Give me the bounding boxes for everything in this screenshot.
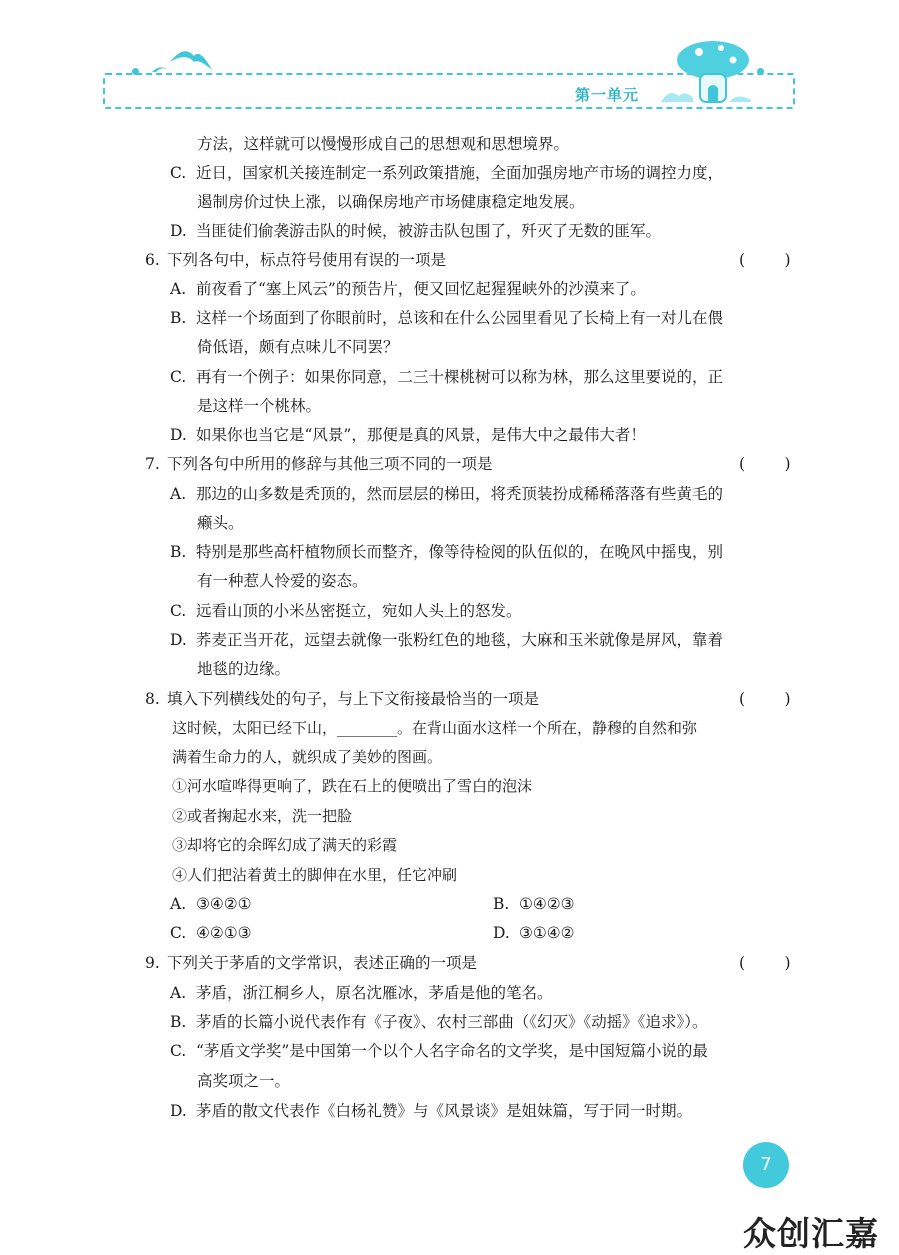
option-text: “茅盾文学奖”是中国第一个以个人名字命名的文学奖，是中国短篇小说的最 xyxy=(196,1042,708,1060)
option-letter: C. xyxy=(170,924,187,942)
option-text: 当匪徒们偷袭游击队的时候，被游击队包围了，歼灭了无数的匪军。 xyxy=(196,222,662,240)
page-number: 7 xyxy=(743,1142,789,1188)
q7-option-b xyxy=(170,541,723,563)
q7-option-d xyxy=(170,629,723,651)
option-letter: A. xyxy=(170,984,187,1002)
option-text: ③①④② xyxy=(519,924,575,942)
option-letter: B. xyxy=(170,543,187,561)
q8-item-1: ①河水喧哗得更响了，跌在石上的便喷出了雪白的泡沫 xyxy=(172,777,533,795)
q7-answer-blank: ( ) xyxy=(739,455,791,473)
q7-option-b-line2: 有一种惹人怜爱的姿态。 xyxy=(197,572,368,590)
option-text: 如果你也当它是“风景”，那便是真的风景，是伟大中之最伟大者！ xyxy=(196,426,646,444)
q5-option-d xyxy=(170,220,661,242)
question-text: 下列各句中，标点符号使用有误的一项是 xyxy=(167,251,447,269)
q8-item-3: ③却将它的余晖幻成了满天的彩霞 xyxy=(172,836,398,854)
option-letter: C. xyxy=(170,602,187,620)
option-letter: B. xyxy=(170,1013,187,1031)
q9-answer-blank: ( ) xyxy=(739,954,791,972)
q8-option-c xyxy=(170,922,252,944)
option-letter: D. xyxy=(170,426,187,444)
option-text: 远看山顶的小米丛密挺立，宛如人头上的怒发。 xyxy=(196,602,522,620)
option-letter: C. xyxy=(170,368,187,386)
unit-title: 第一单元 xyxy=(575,86,640,104)
q8-option-a xyxy=(170,893,252,915)
q8-option-b xyxy=(493,893,575,915)
q6-answer-blank: ( ) xyxy=(739,251,791,269)
q7-option-c xyxy=(170,600,522,622)
option-text: 茅盾的散文代表作《白杨礼赞》与《风景谈》是姐妹篇，写于同一时期。 xyxy=(196,1102,693,1120)
question-number: 7. xyxy=(145,455,160,473)
option-text: ①④②③ xyxy=(519,895,575,913)
option-text: 茅盾，浙江桐乡人，原名沈雁冰，茅盾是他的笔名。 xyxy=(196,984,553,1002)
option-text: 再有一个例子：如果你同意，二三十棵桃树可以称为林，那么这里要说的，正 xyxy=(196,368,724,386)
q7-option-a xyxy=(170,483,723,505)
question-number: 9. xyxy=(145,954,160,972)
q6-option-b-line2: 倚低语，颇有点味儿不同罢？ xyxy=(197,338,399,356)
q8-item-2: ②或者掬起水来，洗一把脸 xyxy=(172,807,353,825)
header-dot-left xyxy=(132,68,139,75)
option-text: ④②①③ xyxy=(196,924,252,942)
option-letter: D. xyxy=(170,631,187,649)
q7-option-d-line2: 地毯的边缘。 xyxy=(197,660,291,678)
q8-item-4: ④人们把沾着黄土的脚伸在水里，任它冲刷 xyxy=(172,866,458,884)
question-number: 6. xyxy=(145,251,160,269)
q6-option-d xyxy=(170,424,646,446)
q8-answer-blank: ( ) xyxy=(739,690,791,708)
question-number: 8. xyxy=(145,690,160,708)
option-text: 那边的山多数是秃顶的，然而层层的梯田，将秃顶装扮成稀稀落落有些黄毛的 xyxy=(196,485,724,503)
option-letter: D. xyxy=(493,924,510,942)
q7-option-a-line2: 癞头。 xyxy=(197,514,244,532)
q5-b-continuation: 方法，这样就可以慢慢形成自己的思想观和思想境界。 xyxy=(197,135,570,153)
option-letter: B. xyxy=(493,895,510,913)
q6-option-a xyxy=(170,278,646,300)
q9-option-c-line2: 高奖项之一。 xyxy=(197,1072,291,1090)
question-text: 下列各句中所用的修辞与其他三项不同的一项是 xyxy=(167,455,493,473)
header-dot-right xyxy=(757,68,764,75)
q8-stem xyxy=(145,688,539,710)
q6-option-c xyxy=(170,366,723,388)
q6-option-b xyxy=(170,307,723,329)
option-letter: A. xyxy=(170,485,187,503)
option-letter: A. xyxy=(170,280,187,298)
q9-stem xyxy=(145,952,477,974)
q5-option-c xyxy=(170,162,723,184)
option-text: 荞麦正当开花，远望去就像一张粉红色的地毯，大麻和玉米就像是屏风，靠着 xyxy=(196,631,724,649)
mushroom-house-icon xyxy=(655,38,755,104)
q6-stem xyxy=(145,249,446,271)
option-letter: A. xyxy=(170,895,187,913)
option-text: 这样一个场面到了你眼前时，总该和在什么公园里看见了长椅上有一对儿在偎 xyxy=(196,309,724,327)
q8-passage-line1: 这时候，太阳已经下山，________。在背山面水这样一个所在，静穆的自然和弥 xyxy=(172,719,698,737)
q5-option-c-line2: 遏制房价过快上涨，以确保房地产市场健康稳定地发展。 xyxy=(197,193,585,211)
option-text: 近日，国家机关接连制定一系列政策措施，全面加强房地产市场的调控力度， xyxy=(196,164,724,182)
q9-option-a xyxy=(170,982,553,1004)
q9-option-d xyxy=(170,1100,692,1122)
option-letter: D. xyxy=(170,222,187,240)
q9-option-b xyxy=(170,1011,708,1033)
q9-option-c xyxy=(170,1040,708,1062)
option-letter: B. xyxy=(170,309,187,327)
q8-passage-line2: 满着生命力的人，就织成了美妙的图画。 xyxy=(172,748,443,766)
option-text: 茅盾的长篇小说代表作有《子夜》、农村三部曲（《幻灭》《动摇》《追求》）。 xyxy=(196,1013,708,1031)
option-text: 特别是那些高杆植物颀长而整齐，像等待检阅的队伍似的，在晚风中摇曳，别 xyxy=(196,543,724,561)
option-text: ③④②① xyxy=(196,895,252,913)
watermark: 众创汇嘉 xyxy=(743,1214,879,1253)
option-letter: D. xyxy=(170,1102,187,1120)
option-letter: C. xyxy=(170,1042,187,1060)
q7-stem xyxy=(145,453,493,475)
q8-option-d xyxy=(493,922,575,944)
q6-option-c-line2: 是这样一个桃林。 xyxy=(197,397,322,415)
question-text: 下列关于茅盾的文学常识，表述正确的一项是 xyxy=(167,954,478,972)
option-text: 前夜看了“塞上风云”的预告片，便又回忆起猩猩峡外的沙漠来了。 xyxy=(196,280,646,298)
option-letter: C. xyxy=(170,164,187,182)
question-text: 填入下列横线处的句子，与上下文衔接最恰当的一项是 xyxy=(167,690,540,708)
